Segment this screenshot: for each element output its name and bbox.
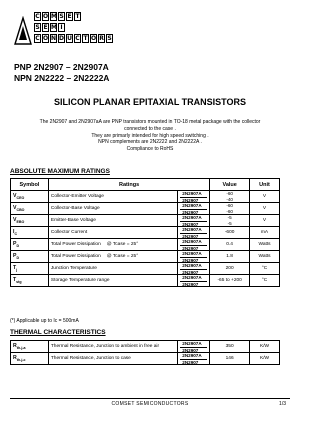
value-text: -5: [227, 220, 232, 226]
rating-text: Collector Current: [50, 230, 88, 235]
header-value: Value: [210, 179, 250, 191]
part-cell: [178, 263, 210, 275]
logo-letter: U: [67, 35, 72, 42]
footer-company: COMSET SEMICONDUCTORS: [111, 401, 189, 407]
table-row: [11, 227, 280, 239]
symbol-text: T: [13, 264, 17, 271]
part-line-pnp: PNP 2N2907 – 2N2907A: [14, 62, 109, 72]
footnote: (*) Applicable up to Ic = 500mA: [10, 318, 79, 324]
part-number: 2N2907: [180, 245, 207, 251]
value-cell: [210, 353, 250, 365]
value-text: 1.8: [226, 254, 233, 259]
page-number: 1/3: [279, 401, 286, 407]
logo-letter: S: [107, 35, 112, 42]
part-number: 2N2907A: [182, 341, 202, 346]
value-text: -40: [226, 196, 233, 202]
logo-row: [34, 34, 113, 43]
rating-text: Collector-Base Voltage: [50, 206, 100, 211]
table-header-row: [11, 179, 280, 191]
logo-letter: E: [67, 13, 72, 20]
table-row: [11, 215, 280, 227]
part-number: 2N2907A: [182, 215, 202, 220]
unit-cell: [250, 275, 280, 287]
symbol-text: V: [13, 192, 17, 199]
part-number: 2N2907A: [182, 353, 202, 358]
table-row: [11, 251, 280, 263]
value-cell: [210, 203, 250, 215]
rating-cell: [48, 227, 177, 239]
logo-row: [34, 23, 113, 32]
description-line: NPN complements are 2N2222 and 2N2222A .: [98, 139, 202, 146]
rating-text: Junction Temperature: [50, 266, 97, 271]
part-number: 2N2907: [180, 359, 207, 365]
rating-text: Storage Temperature range: [50, 278, 110, 283]
symbol-subscript: j: [16, 268, 18, 273]
value-text: -60: [226, 203, 233, 208]
symbol-cell: [11, 239, 49, 251]
rating-cell: [48, 203, 177, 215]
part-cell: [178, 227, 210, 239]
unit-cell: [250, 227, 280, 239]
unit-cell: [250, 353, 280, 365]
logo-letter: T: [75, 13, 80, 20]
unit-text: K/W: [260, 356, 270, 361]
part-cell: [178, 353, 210, 365]
table-row: [11, 191, 280, 203]
rating-text: Thermal Resistance, Junction to case: [50, 356, 131, 361]
rating-text: Thermal Resistance, Junction to ambient in free air: [50, 344, 160, 349]
logo-letter: M: [51, 13, 57, 20]
logo-letter: D: [59, 35, 64, 42]
value-text: -60: [226, 191, 233, 196]
unit-text: V: [262, 194, 267, 199]
part-cell: [178, 341, 210, 353]
part-number: 2N2907: [180, 281, 207, 287]
unit-text: °C: [261, 278, 268, 283]
document-title: SILICON PLANAR EPITAXIAL TRANSISTORS: [53, 97, 246, 107]
value-cell: [210, 251, 250, 263]
symbol-subscript: CBO: [16, 208, 25, 213]
symbol-text: T: [13, 276, 17, 283]
unit-text: V: [262, 218, 267, 223]
unit-cell: [250, 191, 280, 203]
part-cell: [178, 215, 210, 227]
logo-letter: T: [83, 35, 88, 42]
value-cell: [210, 263, 250, 275]
part-cell: [178, 275, 210, 287]
value-cell: [210, 341, 250, 353]
table-row: [11, 239, 280, 251]
abs-max-title: ABSOLUTE MAXIMUM RATINGS: [10, 168, 110, 175]
unit-cell: [250, 203, 280, 215]
unit-text: °C: [261, 266, 268, 271]
value-text: 350: [225, 344, 234, 349]
symbol-text: P: [13, 252, 17, 259]
symbol-subscript: CEO: [16, 196, 25, 201]
value-cell: [210, 215, 250, 227]
symbol-cell: [11, 341, 49, 353]
symbol-subscript: C: [14, 232, 18, 237]
logo-letter: E: [43, 24, 48, 31]
value-text: -600: [224, 230, 235, 235]
logo-letter: N: [51, 35, 57, 42]
unit-cell: [250, 251, 280, 263]
thermal-table: [10, 340, 280, 365]
company-logo: [14, 12, 124, 56]
logo-letter: O: [91, 35, 97, 42]
description-line: Compliance to RoHS: [126, 146, 174, 153]
logo-letter: C: [35, 35, 40, 42]
unit-text: Watts: [258, 254, 271, 259]
abs-max-table: [10, 178, 280, 287]
symbol-text: V: [13, 216, 17, 223]
header-ratings: Ratings: [48, 179, 209, 191]
value-cell: [210, 239, 250, 251]
symbol-text: V: [13, 204, 17, 211]
unit-text: K/W: [260, 344, 270, 349]
description: [20, 119, 280, 153]
unit-text: V: [262, 206, 267, 211]
logo-letter: C: [75, 35, 80, 42]
description-line: The 2N2907 and 2N2907aA are PNP transistors mounted in TO-18 metal package with the collector: [39, 119, 261, 125]
symbol-text: I: [13, 228, 15, 235]
footer-divider: [10, 398, 290, 399]
description-line: They are primarly intended for high speed switching .: [91, 132, 209, 139]
logo-letter: R: [99, 35, 104, 42]
part-number: 2N2907A: [182, 227, 202, 232]
table-row: [11, 353, 280, 365]
rating-cell: [48, 251, 177, 263]
symbol-cell: [11, 275, 49, 287]
part-number: 2N2907: [180, 197, 207, 203]
unit-cell: [250, 215, 280, 227]
symbol-subscript: EBO: [16, 220, 25, 225]
part-number: 2N2907: [180, 257, 207, 263]
thermal-title: THERMAL CHARACTERISTICS: [10, 329, 106, 336]
part-number: 2N2907: [180, 269, 207, 275]
symbol-text: R: [13, 342, 17, 349]
logo-letter: O: [43, 35, 49, 42]
table-row: [11, 341, 280, 353]
part-number: 2N2907: [180, 209, 207, 215]
logo-letter: O: [43, 13, 49, 20]
value-text: 0.4: [226, 242, 233, 247]
rating-cell: [48, 215, 177, 227]
value-cell: [210, 227, 250, 239]
part-number: 2N2907: [180, 233, 207, 239]
symbol-subscript: stg: [16, 280, 22, 285]
symbol-cell: [11, 203, 49, 215]
symbol-cell: [11, 191, 49, 203]
table-row: [11, 275, 280, 287]
rating-text: Total Power Dissipation: [50, 254, 101, 259]
part-number: 2N2907A: [182, 263, 202, 268]
part-cell: [178, 239, 210, 251]
symbol-subscript: th-j-c: [16, 358, 26, 363]
logo-letter: I: [58, 23, 65, 32]
logo-letter: M: [51, 24, 57, 31]
unit-text: Watts: [258, 242, 271, 247]
symbol-subscript: D: [16, 244, 20, 249]
logo-lettering: [34, 12, 113, 45]
symbol-cell: [11, 215, 49, 227]
logo-letter: S: [59, 13, 64, 20]
part-number: 2N2907A: [182, 251, 202, 256]
rating-text: Total Power Dissipation: [50, 242, 101, 247]
symbol-subscript: D: [16, 256, 20, 261]
unit-cell: [250, 263, 280, 275]
unit-cell: [250, 239, 280, 251]
value-text: -60: [226, 208, 233, 214]
logo-row: [34, 12, 113, 21]
rating-condition: @ Tcase = 25°: [106, 254, 139, 259]
part-cell: [178, 191, 210, 203]
description-line: connected to the case .: [124, 125, 176, 132]
table-row: [11, 203, 280, 215]
rating-cell: [48, 275, 177, 287]
part-number: 2N2907: [180, 221, 207, 227]
value-text: 146: [225, 356, 234, 361]
logo-letter: C: [35, 13, 40, 20]
symbol-cell: [11, 251, 49, 263]
rating-cell: [48, 263, 177, 275]
part-cell: [178, 203, 210, 215]
symbol-cell: [11, 227, 49, 239]
rating-condition: @ Tcase = 25°: [106, 242, 139, 247]
part-number: 2N2907A: [182, 239, 202, 244]
header-symbol: Symbol: [11, 179, 49, 191]
rating-text: Collector-Emitter Voltage: [50, 194, 104, 199]
part-numbers: [14, 62, 109, 84]
rating-cell: [48, 239, 177, 251]
unit-cell: [250, 341, 280, 353]
rating-text: Emitter-Base Voltage: [50, 218, 96, 223]
header-unit: Unit: [250, 179, 280, 191]
part-cell: [178, 251, 210, 263]
part-number: 2N2907: [180, 347, 207, 353]
part-number: 2N2907A: [182, 191, 202, 196]
table-row: [11, 263, 280, 275]
value-cell: [210, 275, 250, 287]
value-text: -65 to +200: [217, 278, 242, 283]
value-cell: [210, 191, 250, 203]
part-number: 2N2907A: [182, 203, 202, 208]
symbol-text: P: [13, 240, 17, 247]
symbol-subscript: th-j-a: [16, 346, 26, 351]
symbol-cell: [11, 263, 49, 275]
value-text: -5: [227, 215, 232, 220]
logo-letter: S: [35, 24, 40, 31]
symbol-cell: [11, 353, 49, 365]
rating-cell: [48, 341, 177, 353]
unit-text: mA: [260, 230, 269, 235]
logo-triangle-icon: [14, 16, 32, 46]
rating-cell: [48, 353, 177, 365]
part-number: 2N2907A: [182, 275, 202, 280]
rating-cell: [48, 191, 177, 203]
value-text: 200: [225, 266, 234, 271]
symbol-text: R: [13, 354, 17, 361]
part-line-npn: NPN 2N2222 – 2N2222A: [14, 73, 110, 83]
